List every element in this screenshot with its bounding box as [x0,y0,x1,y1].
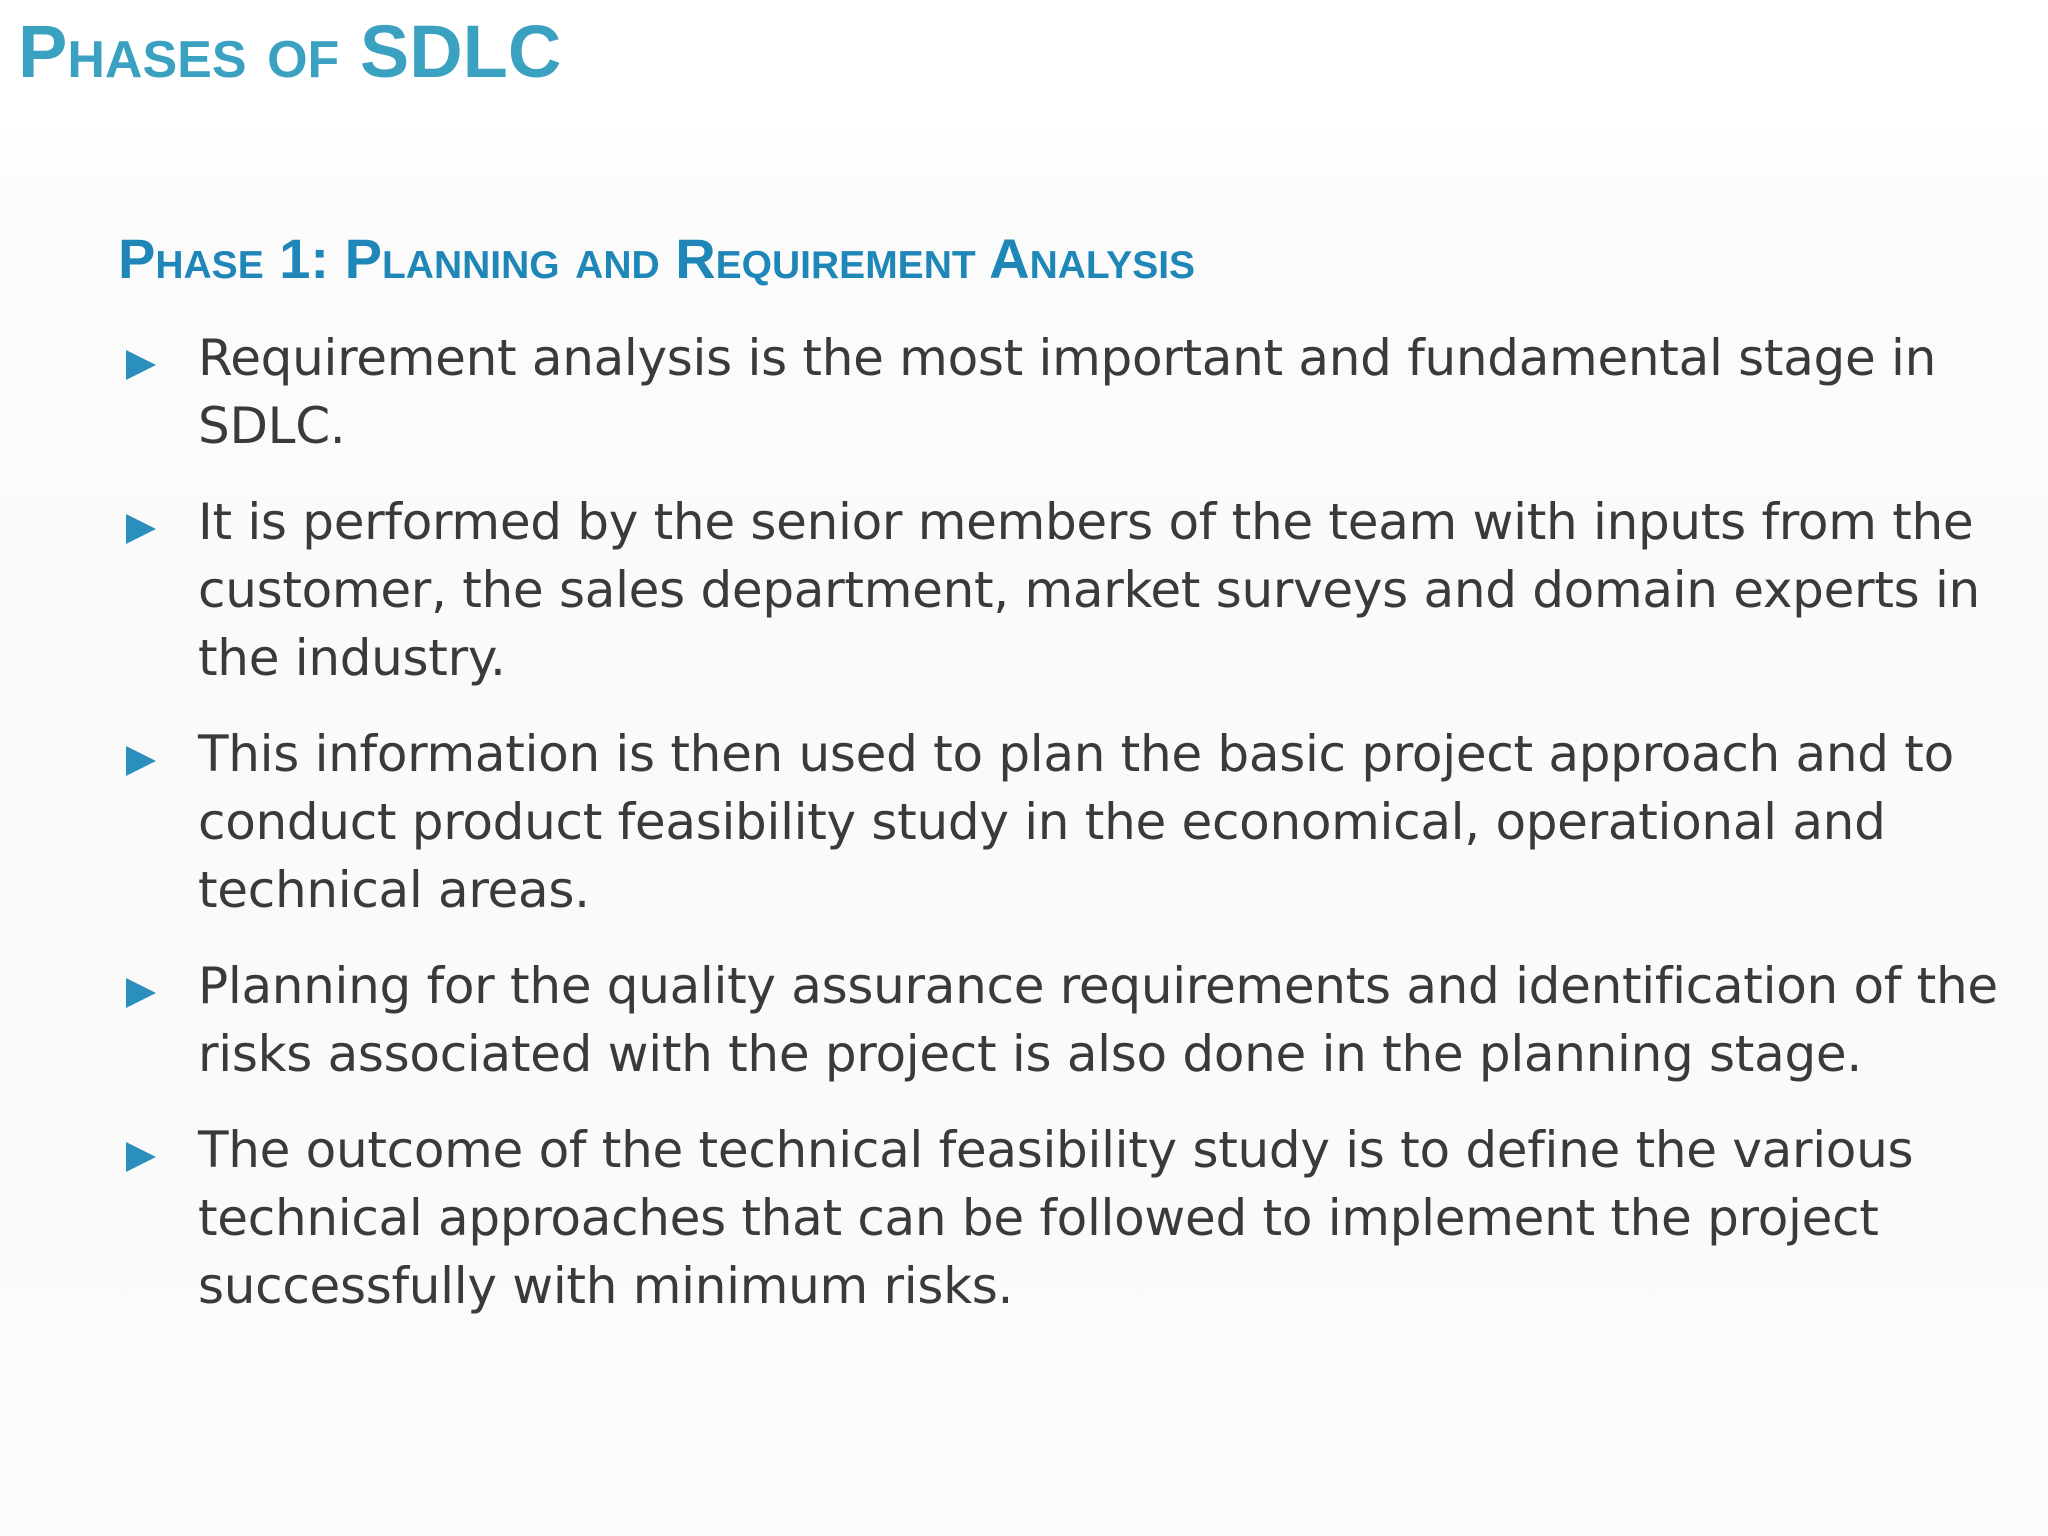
bullet-text: This information is then used to plan the basic project approach and to conduct product feasibility study in the economical, operational and technical areas. [198,725,1954,919]
bullet-list [118,324,1998,1348]
bullet-item [118,720,1998,924]
bullet-text: The outcome of the technical feasibility study is to define the various technical approaches that can be followed to implement the project successfully with minimum risks. [198,1121,1914,1315]
triangle-right-icon [126,746,156,776]
bullet-item [118,1116,1998,1320]
bullet-text: Planning for the quality assurance requirements and identification of the risks associated with the project is also done in the planning stage. [198,957,1998,1083]
bullet-item [118,324,1998,460]
triangle-right-icon [126,1142,156,1172]
bullet-item [118,952,1998,1088]
slide-title: Phases of SDLC [18,10,562,93]
bullet-text: It is performed by the senior members of the team with inputs from the customer, the sales department, market surveys and domain experts in the industry. [198,493,1980,687]
triangle-right-icon [126,978,156,1008]
bullet-item [118,488,1998,692]
bullet-text: Requirement analysis is the most important and fundamental stage in SDLC. [198,329,1937,455]
section-heading: Phase 1: Planning and Requirement Analysis [118,227,1196,290]
triangle-right-icon [126,350,156,380]
triangle-right-icon [126,514,156,544]
